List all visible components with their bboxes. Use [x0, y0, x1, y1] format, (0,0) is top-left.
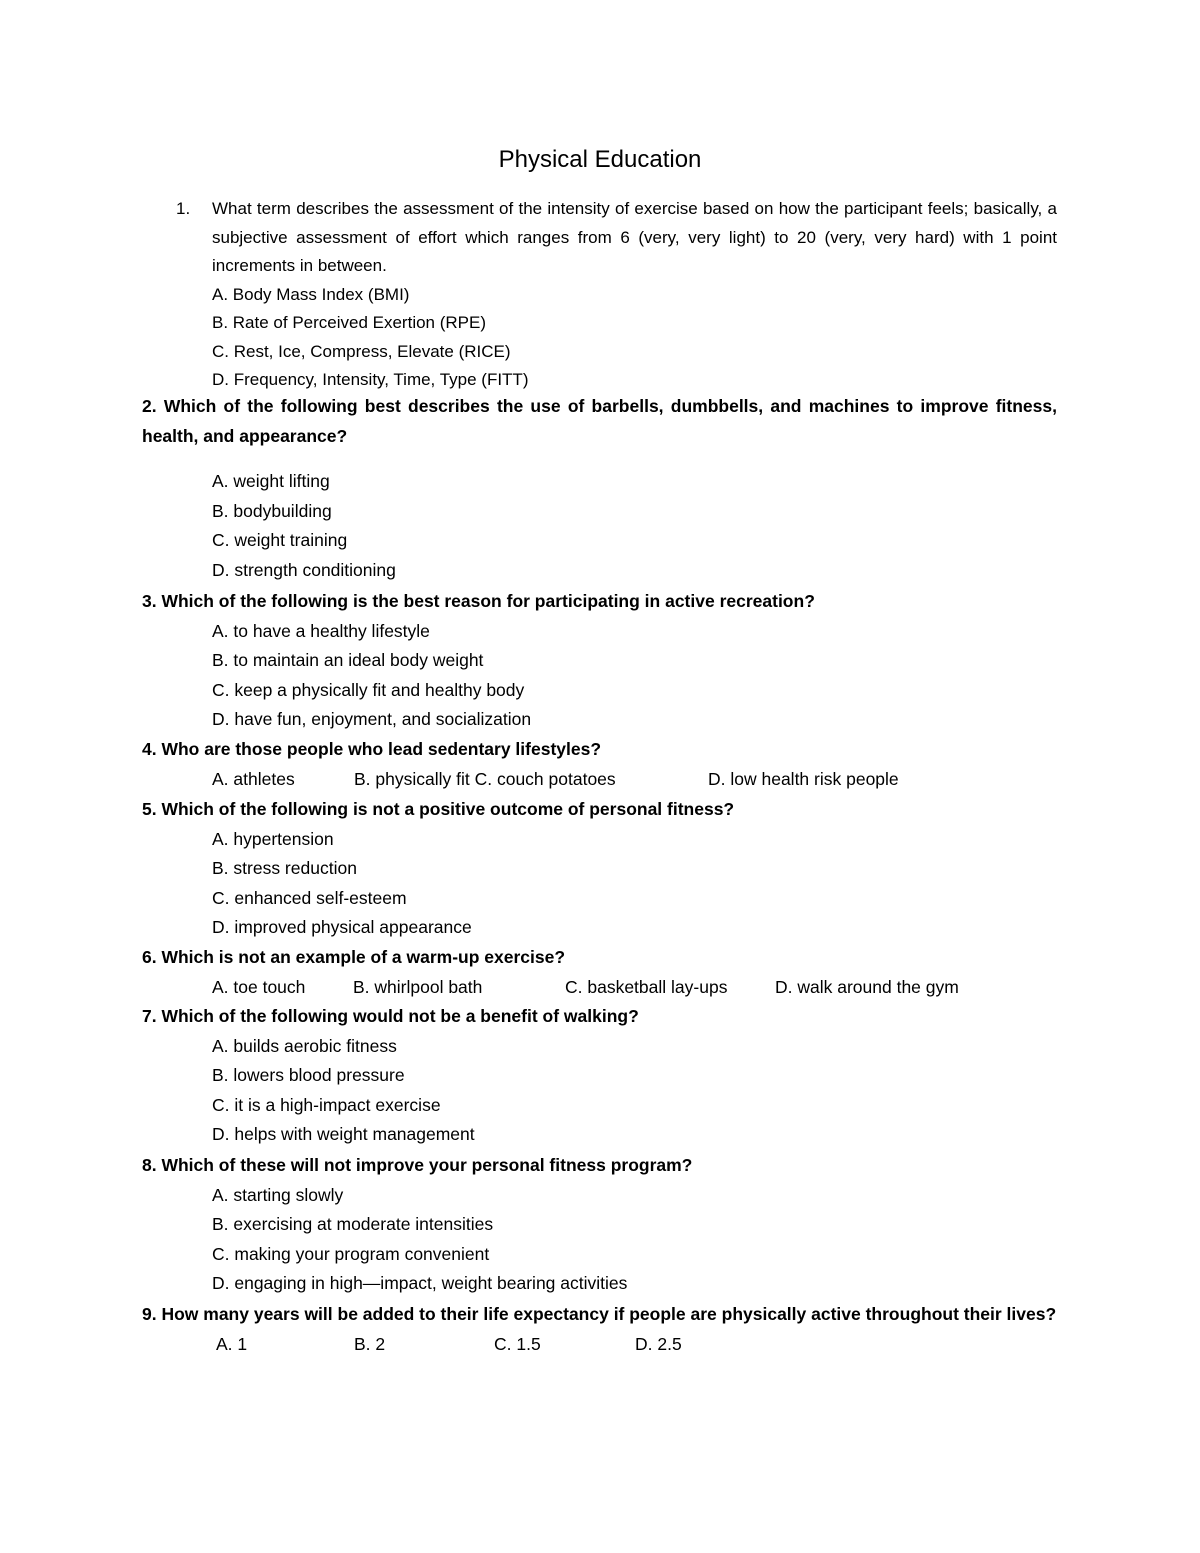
option-a: A. to have a healthy lifestyle — [212, 620, 430, 641]
option-a: A. toe touch — [212, 976, 306, 997]
question-6 — [142, 943, 1057, 1002]
option-b: B. 2 — [354, 1333, 386, 1354]
option-b: B. bodybuilding — [212, 500, 332, 521]
option-d: D. have fun, enjoyment, and socialization — [212, 709, 532, 730]
question-2 — [142, 392, 1057, 586]
option-b: B. exercising at moderate intensities — [212, 1214, 494, 1235]
option-a: A. Body Mass Index (BMI) — [212, 284, 410, 304]
question-stem: 7. Which of the following would not be a benefit of walking? — [142, 1006, 639, 1026]
question-stem: What term describes the assessment of the intensity of exercise based on how the participant feels; basically, a subjective assessment of effort which ranges from 6 (very, very light) to 20 (very, very hard) with 1 point increments in between. — [212, 199, 1057, 275]
option-c: C. enhanced self-esteem — [212, 887, 407, 908]
question-number: 1. — [176, 199, 191, 218]
option-d: D. 2.5 — [635, 1333, 682, 1354]
option-b: B. lowers blood pressure — [212, 1065, 405, 1086]
question-3 — [142, 587, 1057, 735]
option-d: D. improved physical appearance — [212, 917, 472, 938]
option-d: D. low health risk people — [708, 768, 899, 789]
options-row — [142, 1330, 1057, 1360]
question-8 — [142, 1151, 1057, 1299]
page-title: Physical Education — [498, 146, 702, 173]
option-c: C. basketball lay-ups — [565, 976, 728, 997]
question-7 — [142, 1002, 1057, 1150]
options-row — [142, 973, 1057, 1003]
option-a: A. 1 — [216, 1333, 248, 1354]
question-stem: 2. Which of the following best describes the use of barbells, dumbbells, and machines to improve fitness, health, and appearance? — [142, 396, 1057, 446]
options-row — [142, 765, 1057, 795]
option-b: B. stress reduction — [212, 858, 357, 879]
question-stem: 8. Which of these will not improve your personal fitness program? — [142, 1155, 693, 1175]
question-stem: 4. Who are those people who lead sedentary lifestyles? — [142, 739, 602, 759]
option-a: A. weight lifting — [212, 471, 330, 492]
option-b: B. physically fit C. couch potatoes — [354, 768, 616, 789]
question-1 — [142, 195, 1057, 395]
option-a: A. builds aerobic fitness — [212, 1035, 397, 1056]
option-c: C. it is a high-impact exercise — [212, 1094, 441, 1115]
option-a: A. hypertension — [212, 828, 334, 849]
option-a: A. athletes — [212, 768, 295, 789]
option-a: A. starting slowly — [212, 1184, 344, 1205]
option-b: B. whirlpool bath — [353, 976, 483, 997]
option-b: B. Rate of Perceived Exertion (RPE) — [212, 313, 487, 332]
option-d: D. strength conditioning — [212, 559, 396, 580]
option-d: D. helps with weight management — [212, 1124, 475, 1145]
question-9 — [142, 1300, 1057, 1359]
option-d: D. Frequency, Intensity, Time, Type (FITT) — [212, 370, 529, 389]
question-stem: 5. Which of the following is not a positive outcome of personal fitness? — [142, 799, 735, 819]
question-stem: 6. Which is not an example of a warm-up exercise? — [142, 947, 566, 967]
option-d: D. engaging in high—impact, weight bearing activities — [212, 1273, 628, 1294]
option-c: C. Rest, Ice, Compress, Elevate (RICE) — [212, 341, 511, 361]
option-c: C. making your program convenient — [212, 1243, 490, 1264]
question-4 — [142, 735, 1057, 794]
option-c: C. keep a physically fit and healthy body — [212, 679, 525, 700]
question-stem: 3. Which of the following is the best reason for participating in active recreation? — [142, 591, 815, 611]
option-c: C. weight training — [212, 530, 348, 551]
question-stem: 9. How many years will be added to their life expectancy if people are physically active throughout their lives? — [142, 1304, 1057, 1324]
option-c: C. 1.5 — [494, 1333, 541, 1354]
question-5 — [142, 795, 1057, 943]
option-b: B. to maintain an ideal body weight — [212, 650, 484, 671]
option-d: D. walk around the gym — [775, 976, 959, 997]
